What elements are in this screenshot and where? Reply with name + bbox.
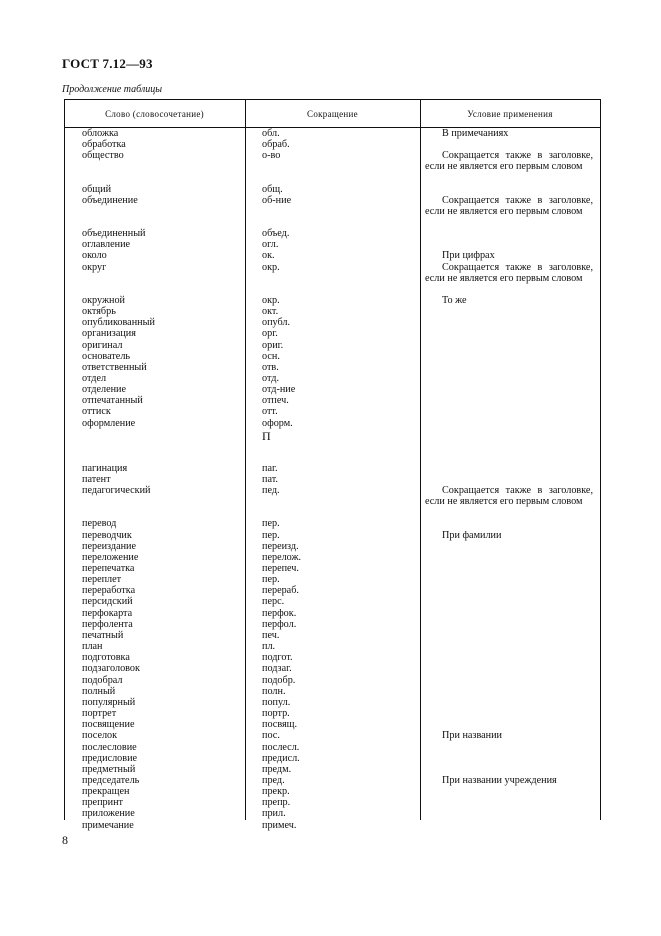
table-row bbox=[64, 262, 601, 295]
table-row bbox=[64, 820, 601, 831]
table-row bbox=[64, 418, 601, 429]
word-cell: печатный bbox=[82, 629, 124, 641]
condition-cell bbox=[425, 463, 593, 474]
abbreviation-cell: окр. bbox=[262, 294, 280, 306]
word-cell: объединение bbox=[82, 194, 138, 206]
table-row bbox=[64, 384, 601, 395]
word-cell: патент bbox=[82, 473, 111, 485]
table-row bbox=[64, 406, 601, 417]
table-row bbox=[64, 708, 601, 719]
word-cell: опубликованный bbox=[82, 317, 155, 329]
condition-cell bbox=[425, 808, 593, 819]
section-letter-row bbox=[64, 429, 601, 463]
table-row bbox=[64, 239, 601, 250]
word-cell: переработка bbox=[82, 585, 136, 597]
table-row bbox=[64, 730, 601, 741]
section-letter: П bbox=[262, 428, 271, 443]
condition-cell bbox=[425, 652, 593, 663]
abbreviation-cell: осн. bbox=[262, 350, 280, 362]
abbreviation-cell: попул. bbox=[262, 696, 291, 708]
word-cell: оформление bbox=[82, 417, 136, 429]
word-cell: оттиск bbox=[82, 406, 111, 418]
word-cell: отдел bbox=[82, 372, 107, 384]
condition-cell bbox=[425, 239, 593, 250]
condition-cell bbox=[425, 641, 593, 652]
word-cell: окружной bbox=[82, 294, 125, 306]
condition-cell bbox=[425, 474, 593, 485]
abbreviation-cell: пат. bbox=[262, 473, 278, 485]
abbreviation-cell: перепеч. bbox=[262, 563, 299, 574]
table-row bbox=[64, 686, 601, 697]
condition-cell bbox=[425, 786, 593, 797]
abbreviation-cell: огл. bbox=[262, 239, 279, 251]
condition-cell bbox=[425, 328, 593, 339]
table-row bbox=[64, 328, 601, 339]
word-cell: переводчик bbox=[82, 529, 132, 541]
abbreviation-cell: ориг. bbox=[262, 339, 284, 351]
word-cell: перфокарта bbox=[82, 607, 133, 619]
word-cell: ответственный bbox=[82, 361, 147, 373]
condition-cell bbox=[425, 406, 593, 417]
word-cell: поселок bbox=[82, 730, 118, 742]
word-cell: препринт bbox=[82, 797, 123, 809]
table-row bbox=[64, 184, 601, 195]
word-cell: прекращен bbox=[82, 786, 130, 798]
abbreviation-cell: послесл. bbox=[262, 741, 300, 753]
table-row bbox=[64, 150, 601, 183]
table-row bbox=[64, 652, 601, 663]
column-header-condition: Условие применения bbox=[467, 108, 553, 119]
abbreviation-cell: прил. bbox=[262, 808, 286, 820]
word-cell: переиздание bbox=[82, 540, 137, 552]
abbreviation-cell: орг. bbox=[262, 328, 278, 340]
condition-cell bbox=[425, 139, 593, 150]
word-cell: перфолента bbox=[82, 618, 133, 630]
table-row bbox=[64, 797, 601, 808]
abbreviation-cell: отпеч. bbox=[262, 395, 289, 407]
condition-cell bbox=[425, 820, 593, 831]
table-row bbox=[64, 764, 601, 775]
abbreviation-cell: отт. bbox=[262, 406, 278, 418]
abbreviation-cell: отв. bbox=[262, 361, 279, 373]
document-id: ГОСТ 7.12—93 bbox=[62, 56, 153, 71]
abbreviation-cell: подгот. bbox=[262, 652, 293, 664]
word-cell: портрет bbox=[82, 708, 117, 720]
condition-cell: То же bbox=[442, 294, 467, 306]
word-cell: подзаголовок bbox=[82, 663, 140, 675]
condition-cell: При цифрах bbox=[442, 250, 495, 262]
table-row bbox=[64, 563, 601, 574]
condition-cell bbox=[425, 753, 593, 764]
word-cell: послесловие bbox=[82, 741, 137, 753]
abbreviation-cell: перфок. bbox=[262, 607, 297, 619]
condition-cell bbox=[425, 362, 593, 373]
word-cell: приложение bbox=[82, 808, 135, 820]
table-row bbox=[64, 139, 601, 150]
abbreviation-cell: отд. bbox=[262, 372, 280, 384]
condition-cell bbox=[425, 596, 593, 607]
table-body bbox=[64, 128, 601, 831]
word-cell: предисловие bbox=[82, 752, 138, 764]
word-cell: полный bbox=[82, 685, 116, 697]
condition-cell bbox=[425, 563, 593, 574]
condition-cell bbox=[425, 373, 593, 384]
word-cell: посвящение bbox=[82, 719, 135, 731]
table-row bbox=[64, 463, 601, 474]
table-row bbox=[64, 541, 601, 552]
abbreviation-cell: ок. bbox=[262, 250, 275, 262]
condition-cell bbox=[425, 764, 593, 775]
condition-cell: При названии bbox=[442, 730, 503, 742]
abbreviation-cell: обл. bbox=[262, 128, 280, 139]
abbreviation-cell: портр. bbox=[262, 708, 290, 720]
word-cell: популярный bbox=[82, 696, 136, 708]
abbreviation-cell: о-во bbox=[262, 150, 281, 162]
table-row bbox=[64, 719, 601, 730]
word-cell: основатель bbox=[82, 350, 131, 362]
abbreviation-cell: перс. bbox=[262, 596, 285, 608]
table-row bbox=[64, 585, 601, 596]
word-cell: организация bbox=[82, 328, 136, 340]
condition-cell bbox=[425, 742, 593, 753]
condition-cell: Сокращается также в заголовке, если не является его первым словом bbox=[425, 150, 593, 173]
word-cell: общий bbox=[82, 183, 112, 195]
condition-cell bbox=[425, 340, 593, 351]
abbreviation-cell: обраб. bbox=[262, 139, 290, 151]
condition-cell bbox=[425, 686, 593, 697]
word-cell: оглавление bbox=[82, 239, 131, 251]
condition-cell: Сокращается также в заголовке, если не является его первым словом bbox=[425, 485, 593, 508]
abbreviation-cell: подобр. bbox=[262, 674, 296, 686]
table-row bbox=[64, 663, 601, 674]
table-row bbox=[64, 395, 601, 406]
condition-cell bbox=[425, 719, 593, 730]
abbreviation-cell: окт. bbox=[262, 306, 279, 318]
table-row bbox=[64, 619, 601, 630]
abbreviation-table bbox=[64, 99, 601, 831]
condition-cell bbox=[425, 797, 593, 808]
abbreviation-cell: препр. bbox=[262, 797, 291, 809]
table-continuation-caption: Продолжение таблицы bbox=[62, 84, 163, 95]
word-cell: перепечатка bbox=[82, 563, 135, 574]
abbreviation-cell: окр. bbox=[262, 261, 280, 273]
condition-cell bbox=[425, 697, 593, 708]
condition-cell bbox=[425, 574, 593, 585]
word-cell: перевод bbox=[82, 518, 117, 530]
condition-cell: При названии учреждения bbox=[442, 774, 557, 786]
abbreviation-cell: пос. bbox=[262, 730, 280, 742]
table-row bbox=[64, 675, 601, 686]
word-cell: около bbox=[82, 250, 107, 262]
table-row bbox=[64, 340, 601, 351]
table-row bbox=[64, 596, 601, 607]
abbreviation-cell: переизд. bbox=[262, 540, 299, 552]
abbreviation-cell: пер. bbox=[262, 518, 280, 530]
table-row bbox=[64, 362, 601, 373]
condition-cell: При фамилии bbox=[442, 529, 502, 541]
table-row bbox=[64, 474, 601, 485]
word-cell: отделение bbox=[82, 384, 127, 396]
table-row bbox=[64, 786, 601, 797]
condition-cell: В примечаниях bbox=[442, 128, 509, 139]
abbreviation-cell: примеч. bbox=[262, 819, 297, 831]
abbreviation-cell: предисл. bbox=[262, 752, 300, 764]
word-cell: округ bbox=[82, 261, 107, 273]
column-header-abbreviation: Сокращение bbox=[307, 108, 358, 119]
word-cell: переложение bbox=[82, 551, 139, 563]
condition-cell bbox=[425, 395, 593, 406]
condition-cell: Сокращается также в заголовке, если не является его первым словом bbox=[425, 194, 593, 217]
word-cell: обложка bbox=[82, 128, 119, 139]
abbreviation-cell: подзаг. bbox=[262, 663, 292, 675]
word-cell: обработка bbox=[82, 139, 126, 151]
abbreviation-cell: перераб. bbox=[262, 585, 299, 597]
table-row bbox=[64, 697, 601, 708]
table-row bbox=[64, 128, 601, 139]
abbreviation-cell: пред. bbox=[262, 774, 285, 786]
abbreviation-cell: общ. bbox=[262, 183, 283, 195]
condition-cell bbox=[425, 228, 593, 239]
word-cell: пагинация bbox=[82, 462, 128, 474]
table-row bbox=[64, 808, 601, 819]
word-cell: общество bbox=[82, 150, 124, 162]
abbreviation-cell: пер. bbox=[262, 529, 280, 541]
condition-cell bbox=[425, 663, 593, 674]
abbreviation-cell: пл. bbox=[262, 641, 276, 653]
word-cell: план bbox=[82, 641, 103, 653]
condition-cell bbox=[425, 675, 593, 686]
abbreviation-cell: перфол. bbox=[262, 618, 297, 630]
abbreviation-cell: опубл. bbox=[262, 317, 291, 329]
condition-cell bbox=[425, 518, 593, 529]
word-cell: подобрал bbox=[82, 674, 123, 686]
word-cell: председатель bbox=[82, 774, 140, 786]
condition-cell bbox=[425, 418, 593, 429]
table-row bbox=[64, 742, 601, 753]
word-cell: объединенный bbox=[82, 228, 146, 240]
table-row bbox=[64, 250, 601, 261]
table-row bbox=[64, 317, 601, 328]
abbreviation-cell: об-ние bbox=[262, 194, 292, 206]
condition-cell bbox=[425, 541, 593, 552]
condition-cell bbox=[425, 708, 593, 719]
table-row bbox=[64, 630, 601, 641]
abbreviation-cell: пед. bbox=[262, 485, 280, 497]
word-cell: предметный bbox=[82, 763, 136, 775]
abbreviation-cell: оформ. bbox=[262, 417, 293, 429]
table-row bbox=[64, 641, 601, 652]
abbreviation-cell: прекр. bbox=[262, 786, 290, 798]
table-row bbox=[64, 351, 601, 362]
condition-cell bbox=[425, 184, 593, 195]
word-cell: переплет bbox=[82, 574, 122, 586]
abbreviation-cell: паг. bbox=[262, 462, 278, 474]
condition-cell bbox=[425, 585, 593, 596]
condition-cell bbox=[425, 317, 593, 328]
abbreviation-cell: предм. bbox=[262, 763, 292, 775]
table-row bbox=[64, 373, 601, 384]
abbreviation-cell: пер. bbox=[262, 574, 280, 586]
abbreviation-cell: полн. bbox=[262, 685, 286, 697]
table-row bbox=[64, 228, 601, 239]
condition-cell bbox=[425, 619, 593, 630]
condition-cell bbox=[425, 630, 593, 641]
page-number: 8 bbox=[62, 833, 68, 847]
abbreviation-cell: объед. bbox=[262, 228, 290, 240]
word-cell: примечание bbox=[82, 819, 134, 831]
table-row bbox=[64, 518, 601, 529]
condition-cell bbox=[425, 552, 593, 563]
word-cell: педагогический bbox=[82, 485, 151, 497]
condition-cell bbox=[425, 306, 593, 317]
abbreviation-cell: отд-ние bbox=[262, 384, 296, 396]
condition-cell: Сокращается также в заголовке, если не является его первым словом bbox=[425, 261, 593, 284]
table-row bbox=[64, 195, 601, 228]
table-row bbox=[64, 775, 601, 786]
condition-cell bbox=[425, 384, 593, 395]
table-row bbox=[64, 485, 601, 518]
table-row bbox=[64, 306, 601, 317]
word-cell: октябрь bbox=[82, 306, 116, 318]
table-row bbox=[64, 608, 601, 619]
word-cell: оригинал bbox=[82, 339, 123, 351]
word-cell: подготовка bbox=[82, 652, 130, 664]
table-row bbox=[64, 574, 601, 585]
column-header-word: Слово (словосочетание) bbox=[105, 108, 204, 119]
word-cell: отпечатанный bbox=[82, 395, 143, 407]
abbreviation-cell: перелож. bbox=[262, 551, 302, 563]
word-cell: персидский bbox=[82, 596, 133, 608]
abbreviation-cell: печ. bbox=[262, 629, 280, 641]
condition-cell bbox=[425, 608, 593, 619]
abbreviation-cell: посвящ. bbox=[262, 719, 298, 731]
table-row bbox=[64, 552, 601, 563]
table-row bbox=[64, 295, 601, 306]
condition-cell bbox=[425, 351, 593, 362]
table-row bbox=[64, 753, 601, 764]
table-row bbox=[64, 530, 601, 541]
